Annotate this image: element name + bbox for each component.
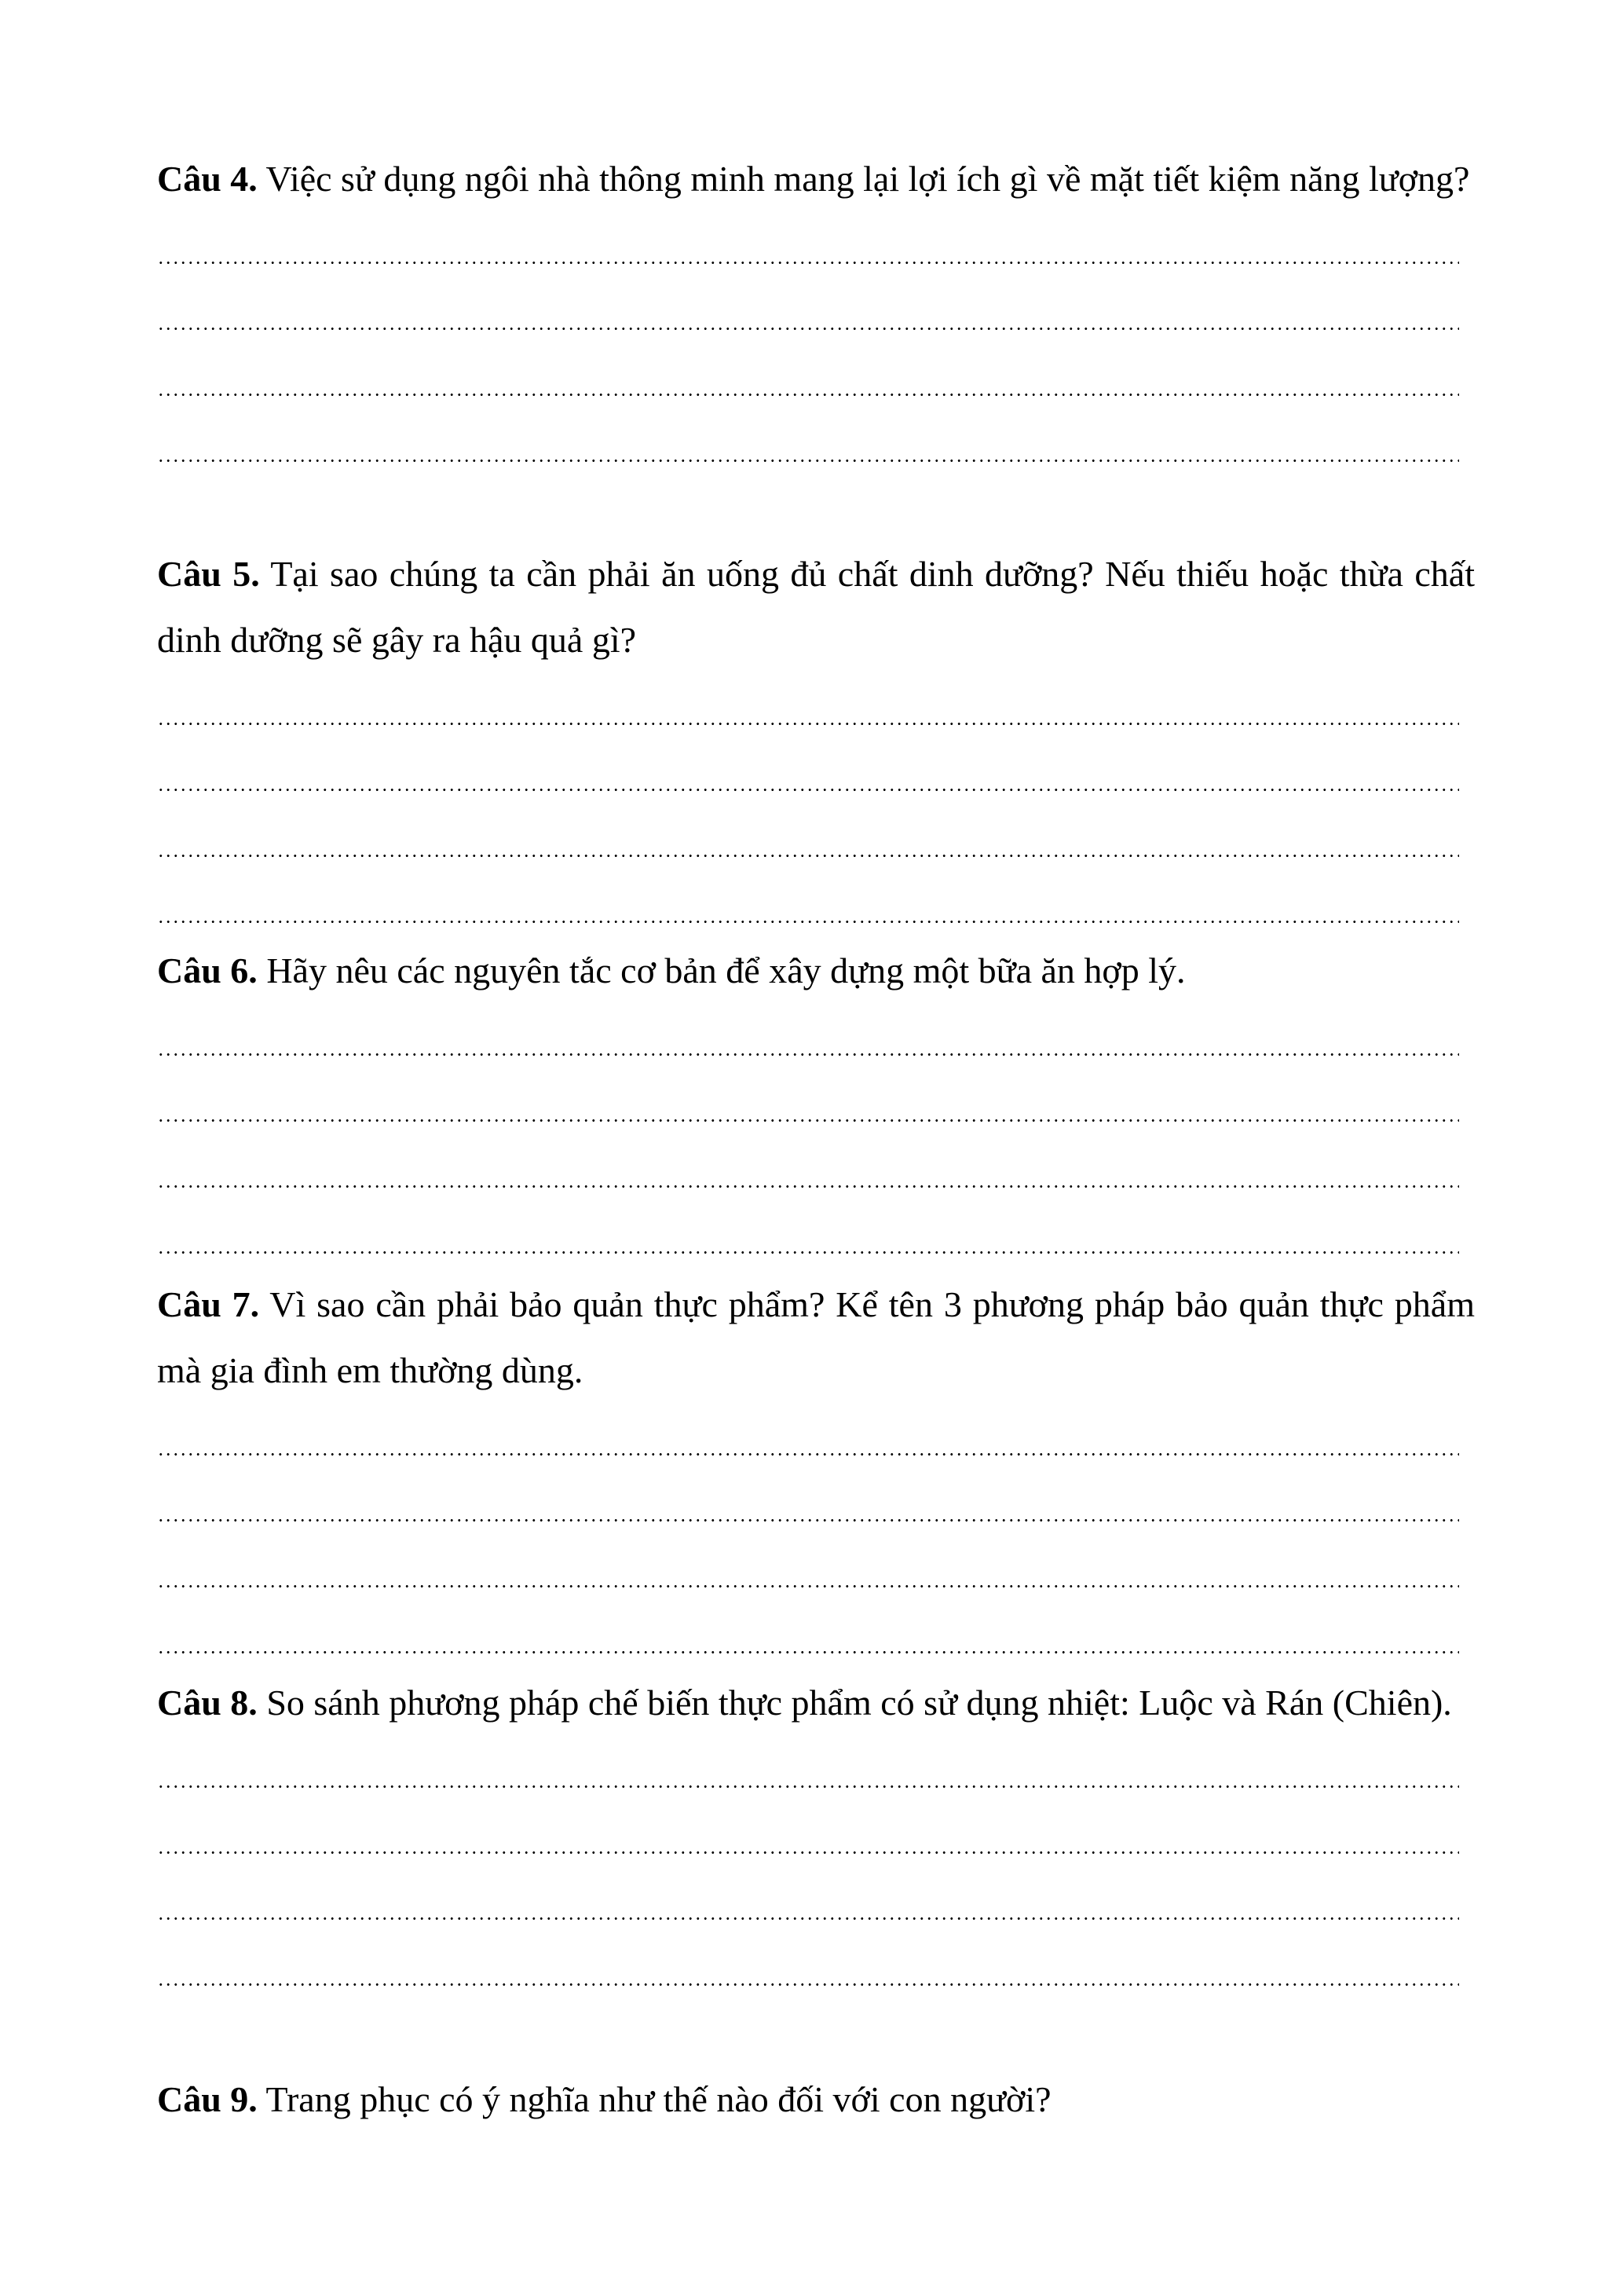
question-9-label: Câu 9. <box>157 2079 258 2119</box>
question-4-answer-area[interactable] <box>157 214 1475 478</box>
question-7 <box>157 1272 1475 1669</box>
question-8 <box>157 1670 1475 2001</box>
question-5-prompt <box>157 541 1475 673</box>
answer-line[interactable] <box>157 1405 1459 1471</box>
question-8-prompt <box>157 1670 1475 1736</box>
answer-line[interactable] <box>157 675 1459 741</box>
answer-line[interactable] <box>157 1738 1459 1803</box>
question-9-prompt <box>157 2067 1475 2133</box>
question-4 <box>157 146 1475 478</box>
answer-line[interactable] <box>157 1869 1459 1935</box>
answer-line[interactable] <box>157 1471 1459 1537</box>
question-4-prompt <box>157 146 1475 212</box>
answer-line[interactable] <box>157 741 1459 807</box>
question-6 <box>157 938 1475 1269</box>
answer-line[interactable] <box>157 1203 1459 1269</box>
answer-line[interactable] <box>157 1935 1459 2001</box>
question-5-label: Câu 5. <box>157 554 260 594</box>
answer-line[interactable] <box>157 280 1459 346</box>
question-9-text: Trang phục có ý nghĩa như thế nào đối với con người? <box>257 2079 1052 2119</box>
question-8-label: Câu 8. <box>157 1683 258 1723</box>
question-6-prompt <box>157 938 1475 1004</box>
answer-line[interactable] <box>157 412 1459 478</box>
question-6-label: Câu 6. <box>157 950 258 991</box>
answer-line[interactable] <box>157 214 1459 280</box>
answer-line[interactable] <box>157 873 1459 939</box>
question-5-text: Tại sao chúng ta cần phải ăn uống đủ chất dinh dưỡng? Nếu thiếu hoặc thừa chất dinh dưỡng sẽ gây ra hậu quả gì? <box>157 554 1475 660</box>
question-7-answer-area[interactable] <box>157 1405 1475 1669</box>
question-5-answer-area[interactable] <box>157 675 1475 939</box>
question-9 <box>157 2067 1475 2133</box>
question-4-text: Việc sử dụng ngôi nhà thông minh mang lại lợi ích gì về mặt tiết kiệm năng lượng? <box>257 159 1470 199</box>
question-5 <box>157 541 1475 939</box>
answer-line[interactable] <box>157 807 1459 873</box>
answer-line[interactable] <box>157 1537 1459 1603</box>
answer-line[interactable] <box>157 1137 1459 1203</box>
question-8-text: So sánh phương pháp chế biến thực phẩm có sử dụng nhiệt: Luộc và Rán (Chiên). <box>257 1683 1452 1723</box>
answer-line[interactable] <box>157 1803 1459 1869</box>
question-4-label: Câu 4. <box>157 159 258 199</box>
answer-line[interactable] <box>157 1005 1459 1071</box>
answer-line[interactable] <box>157 1603 1459 1669</box>
answer-line[interactable] <box>157 1071 1459 1137</box>
question-7-prompt <box>157 1272 1475 1404</box>
question-7-text: Vì sao cần phải bảo quản thực phẩm? Kể tên 3 phương pháp bảo quản thực phẩm mà gia đình em thường dùng. <box>157 1284 1475 1390</box>
question-8-answer-area[interactable] <box>157 1738 1475 2001</box>
question-6-text: Hãy nêu các nguyên tắc cơ bản để xây dựng một bữa ăn hợp lý. <box>257 950 1186 991</box>
answer-line[interactable] <box>157 346 1459 412</box>
question-6-answer-area[interactable] <box>157 1005 1475 1269</box>
question-7-label: Câu 7. <box>157 1284 260 1324</box>
